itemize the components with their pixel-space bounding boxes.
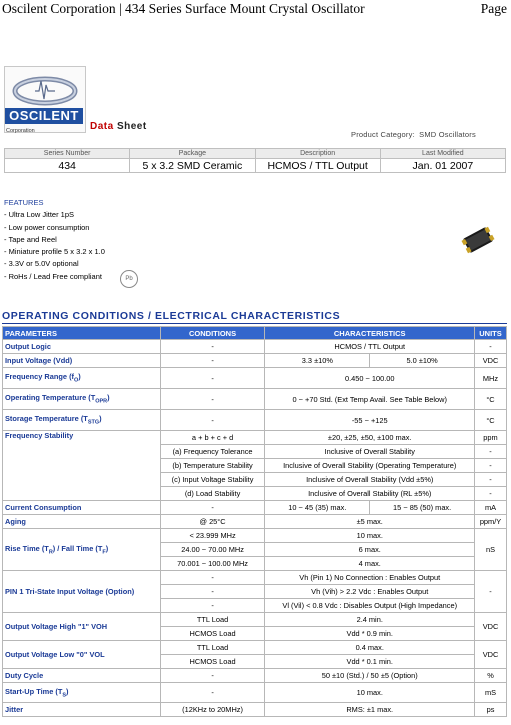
summary-header: Series Number: [5, 149, 130, 159]
logo-wordmark: OSCILENT: [5, 108, 83, 124]
features-title: FEATURES: [4, 198, 44, 207]
condition-cell: TTL Load: [160, 613, 265, 627]
value-cell: 5.0 ±10%: [370, 354, 475, 368]
unit-cell: MHz: [475, 368, 507, 389]
unit-cell: °C: [475, 389, 507, 410]
table-row: [3, 683, 507, 703]
unit-cell: %: [475, 669, 507, 683]
condition-cell: -: [160, 501, 265, 515]
header-conditions: CONDITIONS: [160, 327, 265, 340]
summary-header: Description: [255, 149, 380, 159]
param-cell: Output Logic: [3, 340, 161, 354]
table-row: [3, 515, 507, 529]
value-cell: -55 ~ +125: [265, 410, 475, 431]
value-cell: Inclusive of Overall Stability: [265, 445, 475, 459]
product-category-value: SMD Oscillators: [419, 130, 476, 139]
unit-cell: ppm/Y: [475, 515, 507, 529]
summary-value: Jan. 01 2007: [380, 159, 505, 173]
oscilent-logo: [4, 66, 84, 138]
feature-item: - Ultra Low Jitter 1pS: [4, 210, 75, 220]
param-cell: Jitter: [3, 703, 161, 717]
condition-cell: (d) Load Stability: [160, 487, 265, 501]
unit-cell: -: [475, 473, 507, 487]
unit-cell: -: [475, 487, 507, 501]
condition-cell: -: [160, 340, 265, 354]
value-cell: 0.450 ~ 100.00: [265, 368, 475, 389]
condition-cell: a + b + c + d: [160, 431, 265, 445]
unit-cell: mS: [475, 683, 507, 703]
header-parameters: PARAMETERS: [3, 327, 161, 340]
value-cell: 0 ~ +70 Std. (Ext Temp Avail. See Table Below): [265, 389, 475, 410]
unit-cell: ppm: [475, 431, 507, 445]
value-cell: Vdd * 0.1 min.: [265, 655, 475, 669]
header-units: UNITS: [475, 327, 507, 340]
features-list: [4, 197, 105, 283]
unit-cell: mA: [475, 501, 507, 515]
characteristics-table: [2, 326, 507, 717]
condition-cell: (b) Temperature Stability: [160, 459, 265, 473]
param-cell: Aging: [3, 515, 161, 529]
table-row: [3, 340, 507, 354]
value-cell: Inclusive of Overall Stability (Vdd ±5%): [265, 473, 475, 487]
value-cell: Vl (Vil) < 0.8 Vdc : Disables Output (High Impedance): [265, 599, 475, 613]
feature-item: - RoHs / Lead Free compliant: [4, 271, 102, 281]
table-header-row: [3, 327, 507, 340]
logo-swoosh-icon: [5, 67, 85, 111]
header-characteristics: CHARACTERISTICS: [265, 327, 475, 340]
condition-cell: -: [160, 410, 265, 431]
param-cell: Current Consumption: [3, 501, 161, 515]
condition-cell: -: [160, 368, 265, 389]
unit-cell: VDC: [475, 354, 507, 368]
value-cell: Inclusive of Overall Stability (RL ±5%): [265, 487, 475, 501]
param-cell: Start-Up Time $(T_S)$: [3, 683, 161, 703]
data-sheet-title: [90, 121, 147, 132]
product-category-label: Product Category:: [351, 130, 415, 139]
param-cell: Rise Time $(T_R)$ / Fall Time $(T_F)$: [3, 529, 161, 571]
condition-cell: -: [160, 599, 265, 613]
param-cell: Input Voltage (Vdd): [3, 354, 161, 368]
summary-value: 434: [5, 159, 130, 173]
condition-cell: -: [160, 389, 265, 410]
value-cell: Vdd * 0.9 min.: [265, 627, 475, 641]
value-cell: 50 ±10 (Std.) / 50 ±5 (Option): [265, 669, 475, 683]
table-row: [3, 501, 507, 515]
param-cell: Duty Cycle: [3, 669, 161, 683]
value-cell: 3.3 ±10%: [265, 354, 370, 368]
logo-tagline: Corporation: [6, 128, 35, 134]
condition-cell: HCMOS Load: [160, 627, 265, 641]
page-header-title: Oscilent Corporation | 434 Series Surface Mount Crystal Oscillator: [2, 1, 365, 16]
summary-value: 5 x 3.2 SMD Ceramic: [130, 159, 255, 173]
condition-cell: (a) Frequency Tolerance: [160, 445, 265, 459]
param-cell: Frequency Range $(f_O)$: [3, 368, 161, 389]
unit-cell: °C: [475, 410, 507, 431]
value-cell: ±5 max.: [265, 515, 475, 529]
condition-cell: -: [160, 683, 265, 703]
table-row: [3, 669, 507, 683]
table-row: [3, 703, 507, 717]
condition-cell: (12KHz to 20MHz): [160, 703, 265, 717]
unit-cell: -: [475, 459, 507, 473]
value-cell: Inclusive of Overall Stability (Operating Temperature): [265, 459, 475, 473]
page-header-right: Page: [480, 1, 507, 16]
condition-cell: < 23.999 MHz: [160, 529, 265, 543]
condition-cell: HCMOS Load: [160, 655, 265, 669]
value-cell: 4 max.: [265, 557, 475, 571]
unit-cell: -: [475, 445, 507, 459]
summary-header: Package: [130, 149, 255, 159]
table-row: [3, 410, 507, 431]
table-row: [3, 368, 507, 389]
condition-cell: (c) Input Voltage Stability: [160, 473, 265, 487]
unit-cell: nS: [475, 529, 507, 571]
condition-cell: 70.001 ~ 100.00 MHz: [160, 557, 265, 571]
value-cell: 6 max.: [265, 543, 475, 557]
value-cell: 10 ~ 45 (35) max.: [265, 501, 370, 515]
value-cell: 15 ~ 85 (50) max.: [370, 501, 475, 515]
table-row: [3, 571, 507, 585]
product-category: [349, 130, 476, 139]
table-row: [3, 613, 507, 627]
rohs-pb-free-icon: Pb: [120, 270, 138, 288]
param-cell: Storage Temperature $(T_{STG})$: [3, 410, 161, 431]
condition-cell: -: [160, 571, 265, 585]
table-row: [3, 431, 507, 445]
summary-table: [4, 148, 506, 173]
condition-cell: TTL Load: [160, 641, 265, 655]
unit-cell: VDC: [475, 613, 507, 641]
condition-cell: @ 25°C: [160, 515, 265, 529]
section-divider: [2, 323, 507, 324]
summary-header: Last Modified: [380, 149, 505, 159]
table-row: [3, 389, 507, 410]
value-cell: ±20, ±25, ±50, ±100 max.: [265, 431, 475, 445]
value-cell: HCMOS / TTL Output: [265, 340, 475, 354]
condition-cell: -: [160, 669, 265, 683]
sheet-word: Sheet: [116, 121, 147, 132]
data-word: Data: [90, 121, 114, 132]
condition-cell: -: [160, 585, 265, 599]
param-cell: Operating Temperature $(T_{OPR})$: [3, 389, 161, 410]
value-cell: RMS: ±1 max.: [265, 703, 475, 717]
param-cell: Frequency Stability: [3, 431, 161, 501]
section-title: OPERATING CONDITIONS / ELECTRICAL CHARACTERISTICS: [2, 310, 341, 322]
value-cell: 10 max.: [265, 683, 475, 703]
table-row: [3, 354, 507, 368]
crystal-oscillator-chip-icon: [461, 224, 495, 256]
value-cell: Vh (Pin 1) No Connection : Enables Output: [265, 571, 475, 585]
table-row: [3, 529, 507, 543]
param-cell: Output Voltage High "1" VOH: [3, 613, 161, 641]
condition-cell: -: [160, 354, 265, 368]
feature-item: - 3.3V or 5.0V optional: [4, 259, 79, 269]
unit-cell: -: [475, 340, 507, 354]
value-cell: Vh (Vih) > 2.2 Vdc : Enables Output: [265, 585, 475, 599]
table-row: [3, 641, 507, 655]
unit-cell: -: [475, 571, 507, 613]
feature-item: - Low power consumption: [4, 222, 90, 232]
param-cell: PIN 1 Tri-State Input Voltage (Option): [3, 571, 161, 613]
feature-item: - Tape and Reel: [4, 234, 57, 244]
summary-value: HCMOS / TTL Output: [255, 159, 380, 173]
condition-cell: 24.00 ~ 70.00 MHz: [160, 543, 265, 557]
value-cell: 10 max.: [265, 529, 475, 543]
param-cell: Output Voltage Low "0" VOL: [3, 641, 161, 669]
value-cell: 2.4 min.: [265, 613, 475, 627]
feature-item: - Miniature profile 5 x 3.2 x 1.0: [4, 247, 105, 257]
unit-cell: ps: [475, 703, 507, 717]
unit-cell: VDC: [475, 641, 507, 669]
value-cell: 0.4 max.: [265, 641, 475, 655]
